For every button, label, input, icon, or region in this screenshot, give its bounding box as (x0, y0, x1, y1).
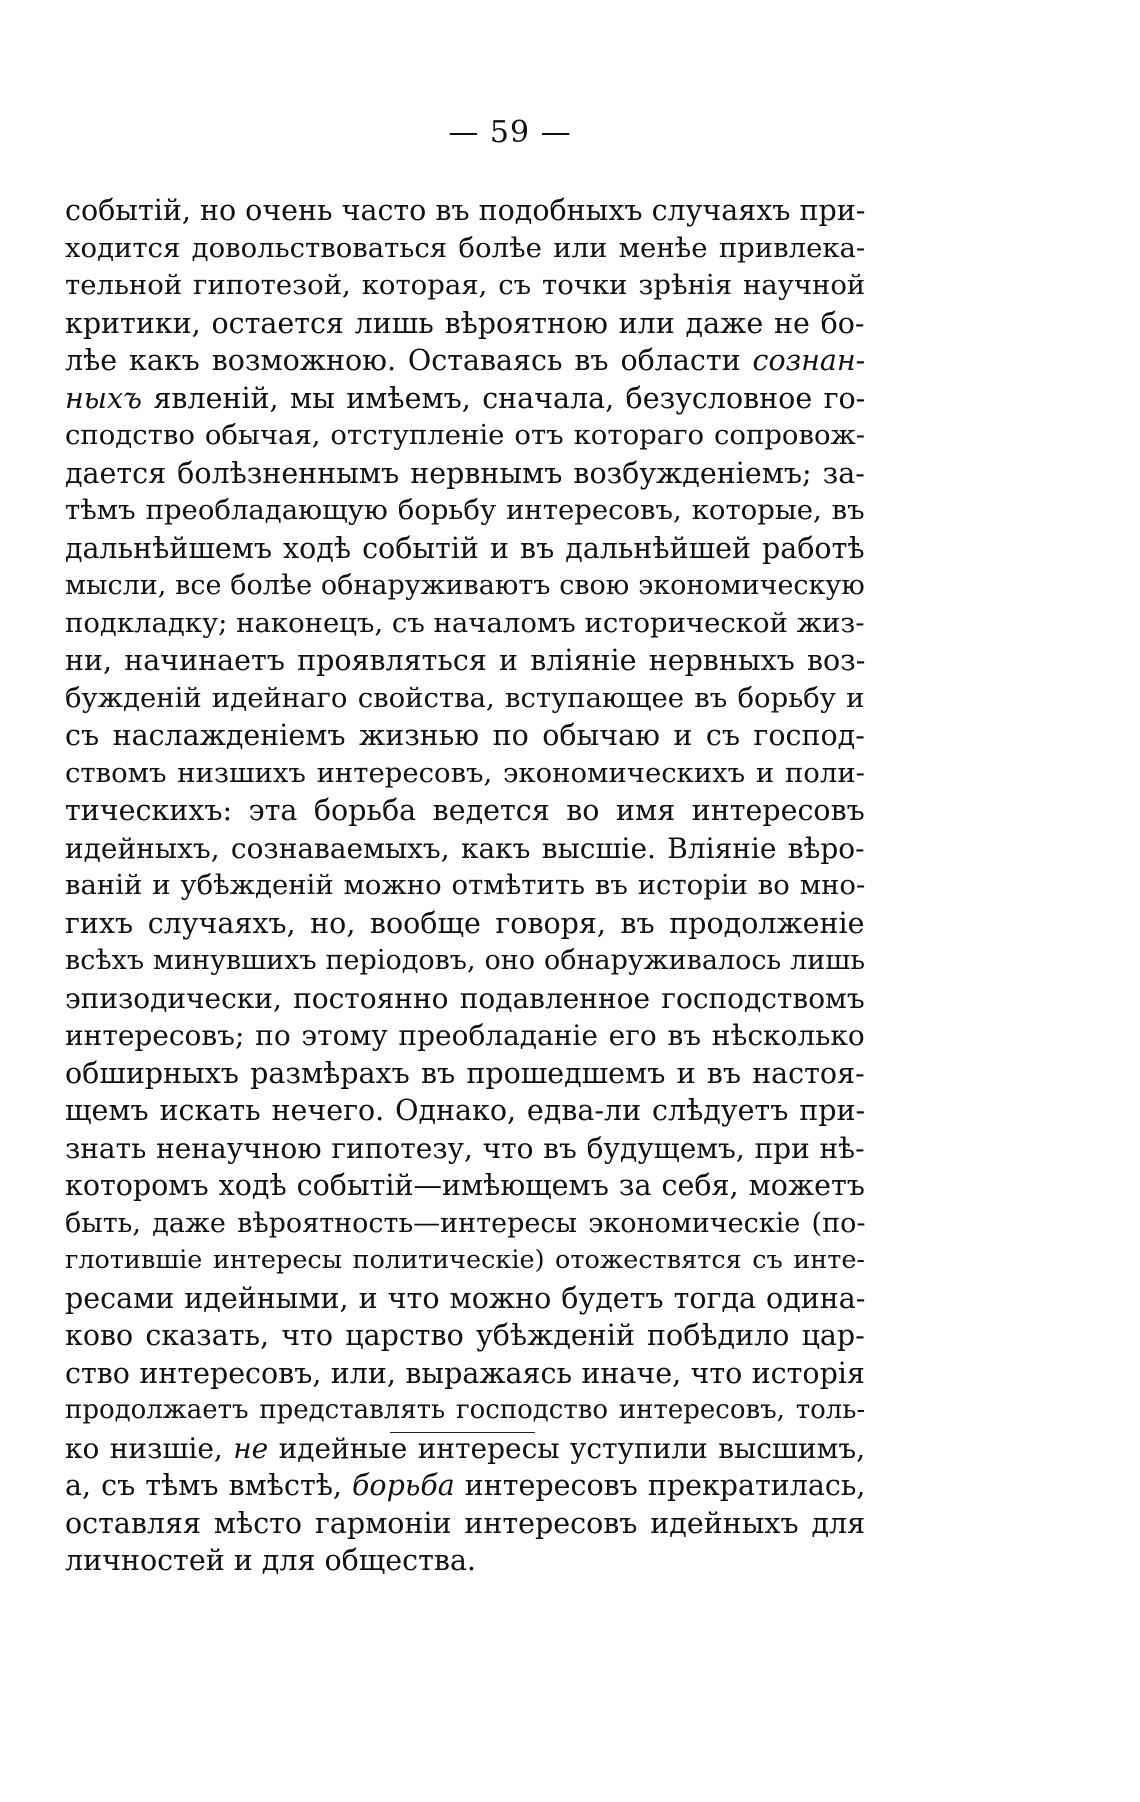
text-line (65, 680, 865, 718)
text-segment: съ наслажденіемъ жизнью по обычаю и съ господ- (65, 719, 865, 752)
text-segment: лѣе какъ возможною. Оставаясь въ области (65, 344, 753, 377)
text-line (65, 267, 865, 305)
text-segment: ство интересовъ, или, выражаясь иначе, что исторія (65, 1356, 865, 1390)
text-segment: обширныхъ размѣрахъ въ прошедшемъ и въ настоя- (65, 1056, 865, 1090)
text-segment: эпизодически, постоянно подавленное господствомъ (65, 981, 865, 1015)
text-line (65, 980, 865, 1018)
text-line (65, 492, 865, 530)
text-segment: интересовъ прекратилась, (454, 1469, 865, 1502)
text-line (65, 1430, 865, 1468)
text-segment: продолжаетъ представлять господство интересовъ, толь- (65, 1395, 865, 1425)
text-segment: ко низшіе, (65, 1431, 234, 1465)
text-segment: дальнѣйшемъ ходѣ событій и въ дальнѣйшей работѣ (65, 531, 865, 565)
text-segment: событій, но очень часто въ подобныхъ случаяхъ при- (65, 194, 865, 227)
end-rule (390, 1432, 535, 1433)
text-line (65, 1130, 865, 1168)
text-line (65, 192, 865, 230)
text-segment: сподство обычая, отступленіе отъ котораго сопровож- (65, 419, 865, 451)
text-line (65, 1055, 865, 1093)
text-segment: тѣмъ преобладающую борьбу интересовъ, которые, въ (65, 494, 865, 526)
text-segment: мысли, все болѣе обнаруживаютъ свою экономическую (65, 570, 865, 601)
text-line (65, 567, 865, 605)
text-segment: интересовъ; по этому преобладаніе его въ нѣсколько (65, 1019, 865, 1052)
text-segment: ково сказать, что царство убѣжденій побѣдило цар- (65, 1319, 865, 1352)
text-line (65, 830, 865, 868)
text-line (65, 455, 865, 493)
text-line (65, 755, 865, 793)
text-line (65, 1355, 865, 1393)
text-segment: ваній и убѣжденій можно отмѣтить въ исторіи во мно- (65, 869, 865, 901)
text-segment: щемъ искать нечего. Однако, едва-ли слѣдуетъ при- (65, 1094, 865, 1127)
text-line (65, 1392, 865, 1430)
text-segment: дается болѣзненнымъ нервнымъ возбужденіемъ; за- (65, 456, 865, 490)
text-line (65, 1205, 865, 1243)
text-line (65, 942, 865, 980)
page-number: — 59 — (448, 115, 572, 150)
text-segment: личностей и для общества. (65, 1544, 476, 1577)
text-line (65, 530, 865, 568)
text-line (65, 1167, 865, 1205)
text-segment: ходится довольствоваться болѣе или менѣе привлека- (65, 231, 865, 264)
text-segment: оставляя мѣсто гармоніи интересовъ идейныхъ для (65, 1506, 865, 1540)
text-line (65, 792, 865, 830)
text-segment: а, съ тѣмъ вмѣстѣ, (65, 1469, 353, 1502)
text-line (65, 1092, 865, 1130)
text-segment: ресами идейными, и что можно будетъ тогда одина- (65, 1281, 865, 1315)
text-segment: подкладку; наконецъ, съ началомъ исторической жиз- (65, 606, 865, 639)
text-line (65, 717, 865, 755)
text-line (65, 230, 865, 268)
text-segment: ни, начинаетъ проявляться и вліяніе нервныхъ воз- (65, 644, 865, 677)
text-segment: критики, остается лишь вѣроятною или даже не бо- (65, 306, 865, 340)
text-segment: идейные интересы уступили высшимъ, (268, 1431, 865, 1465)
text-line (65, 867, 865, 905)
text-segment: глотившіе интересы политическіе) отожествятся съ инте- (65, 1245, 865, 1275)
text-line (65, 1017, 865, 1055)
text-segment: быть, даже вѣроятность—интересы экономическіе (по- (65, 1207, 865, 1239)
text-line (65, 605, 865, 643)
italic-text: сознан- (752, 344, 865, 377)
text-segment: бужденій идейнаго свойства, вступающее въ борьбу и (65, 681, 865, 714)
text-line (65, 1542, 865, 1580)
text-line (65, 1467, 865, 1505)
italic-text: борьба (352, 1469, 455, 1502)
text-segment: идейныхъ, сознаваемыхъ, какъ высшіе. Вліяніе вѣро- (65, 831, 865, 865)
text-line (65, 380, 865, 418)
text-line (65, 342, 865, 380)
text-line (65, 1505, 865, 1543)
text-segment: знать ненаучною гипотезу, что въ будущемъ, при нѣ- (65, 1131, 865, 1165)
text-segment: всѣхъ минувшихъ періодовъ, оно обнаруживалось лишь (65, 945, 865, 976)
text-line (65, 305, 865, 343)
text-segment: ствомъ низшихъ интересовъ, экономическихъ и поли- (65, 756, 865, 789)
text-segment: тическихъ: эта борьба ведется во имя интересовъ (65, 794, 865, 827)
italic-text: ныхъ (65, 381, 143, 415)
text-line (65, 905, 865, 943)
text-line (65, 1317, 865, 1355)
text-segment: тельной гипотезой, которая, съ точки зрѣнія научной (65, 269, 865, 301)
text-segment: гихъ случаяхъ, но, вообще говоря, въ продолженіе (65, 906, 865, 940)
text-line (65, 642, 865, 680)
italic-text: не (233, 1431, 269, 1465)
text-segment: явленій, мы имѣемъ, сначала, безусловное го- (142, 381, 865, 415)
text-line (65, 1242, 865, 1280)
text-line (65, 417, 865, 455)
text-segment: которомъ ходѣ событій—имѣющемъ за себя, можетъ (65, 1169, 865, 1202)
body-text (65, 192, 865, 1580)
text-line (65, 1280, 865, 1318)
